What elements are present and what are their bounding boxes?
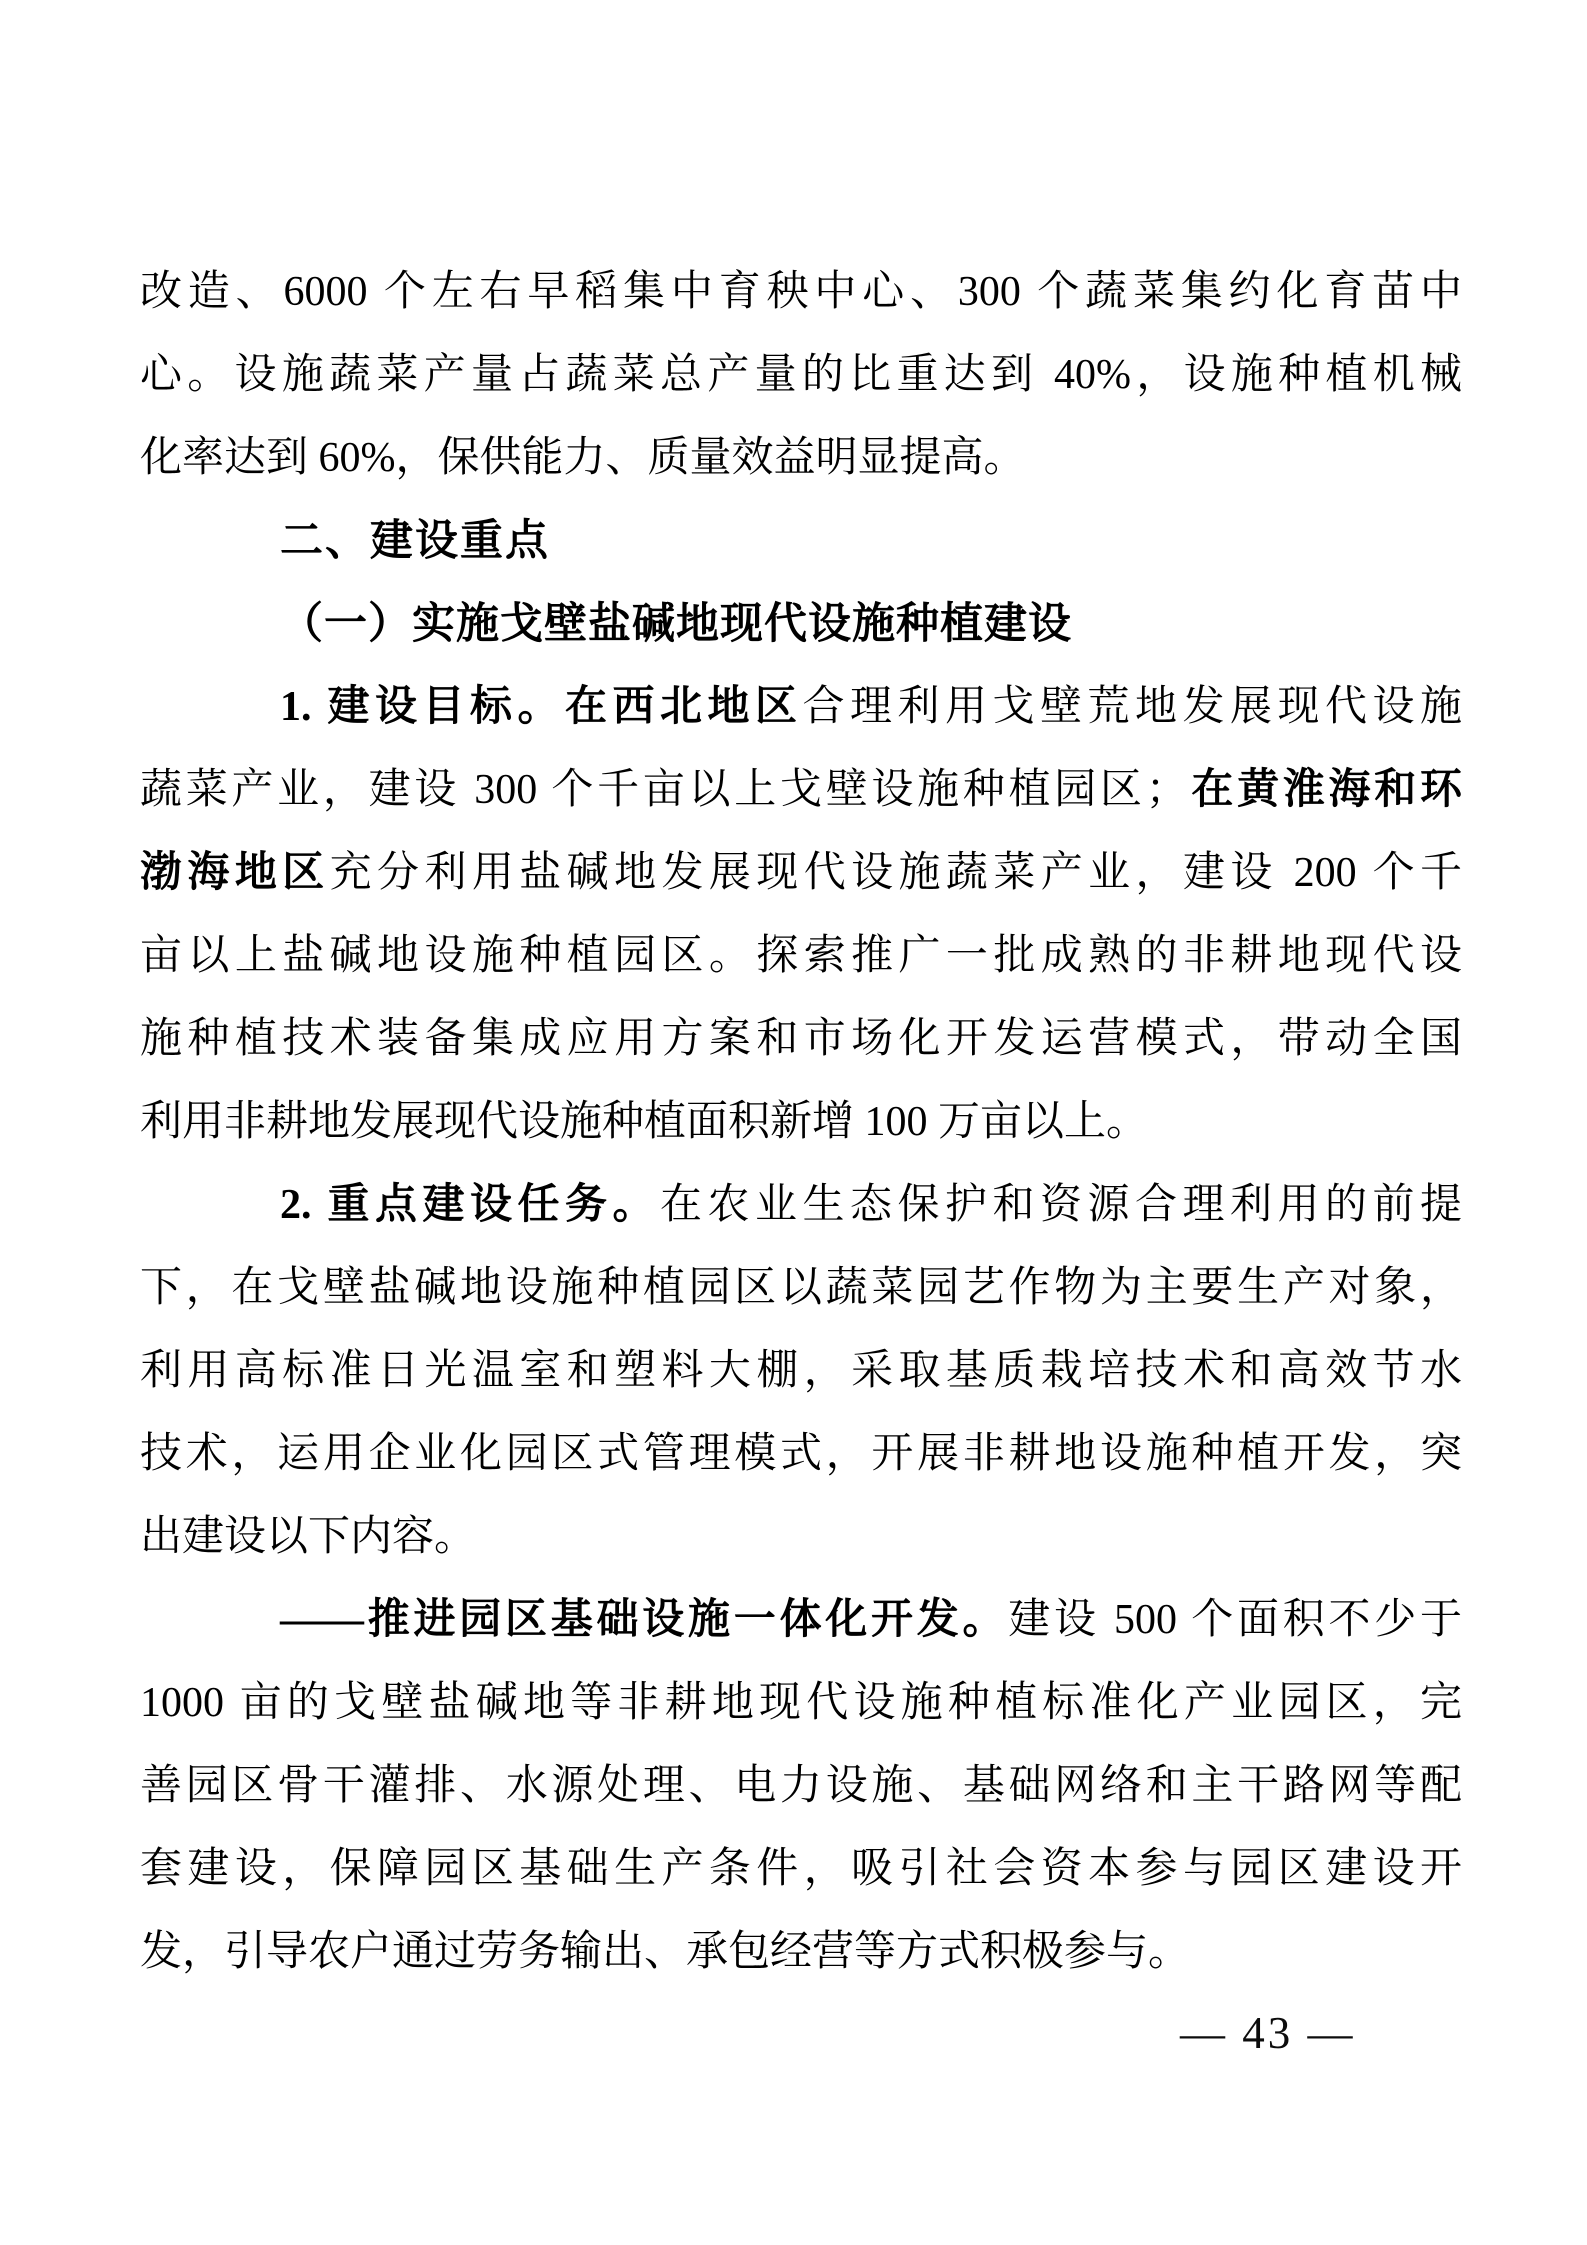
paragraph-infrastructure-line-2 — [140, 1662, 1462, 1745]
text-run: 化率达到 60%，保供能力、质量效益明显提高。 — [140, 435, 1026, 481]
text-run: 下，在戈壁盐碱地设施种植园区以蔬菜园艺作物为主要生产对象， — [140, 1265, 1462, 1311]
document-body — [140, 251, 1462, 1994]
text-run: 施种植技术装备集成应用方案和市场化开发运营模式，带动全国 — [140, 1016, 1462, 1062]
paragraph-goals-line-1 — [140, 666, 1462, 749]
bold-text-run: 1. 建设目标。在西北地区 — [280, 684, 803, 730]
text-run: 充分利用盐碱地发展现代设施蔬菜产业，建设 200 个千 — [329, 850, 1462, 896]
paragraph-infrastructure-line-1 — [140, 1579, 1462, 1662]
paragraph-key-tasks-line-2 — [140, 1247, 1462, 1330]
text-run: 在农业生态保护和资源合理利用的前提 — [660, 1182, 1462, 1228]
paragraph-overview-line-3 — [140, 417, 1462, 500]
bold-text-run: 渤海地区 — [140, 850, 330, 896]
text-run: 套建设，保障园区基础生产条件，吸引社会资本参与园区建设开 — [140, 1846, 1462, 1892]
bold-text-run: 在黄淮海和环 — [1187, 767, 1462, 813]
bold-text-run: （一）实施戈壁盐碱地现代设施种植建设 — [280, 601, 1072, 648]
bold-text-run: 2. 重点建设任务。 — [280, 1182, 660, 1228]
paragraph-goals-line-6 — [140, 1081, 1462, 1164]
text-run: 利用非耕地发展现代设施种植面积新增 100 万亩以上。 — [140, 1099, 1149, 1145]
paragraph-infrastructure-line-5 — [140, 1911, 1462, 1994]
text-run: 建设 500 个面积不少于 — [1008, 1597, 1462, 1643]
paragraph-overview-line-2 — [140, 334, 1462, 417]
text-run: 心。设施蔬菜产量占蔬菜总产量的比重达到 40%，设施种植机械 — [140, 352, 1462, 398]
text-run: 发，引导农户通过劳务输出、承包经营等方式积极参与。 — [140, 1929, 1191, 1975]
page-number: — 43 — — [1180, 2008, 1356, 2058]
paragraph-overview-line-1 — [140, 251, 1462, 334]
text-run: 利用高标准日光温室和塑料大棚，采取基质栽培技术和高效节水 — [140, 1348, 1462, 1394]
text-run: 技术，运用企业化园区式管理模式，开展非耕地设施种植开发，突 — [140, 1431, 1462, 1477]
paragraph-goals-line-3 — [140, 832, 1462, 915]
text-run: 改造、6000 个左右早稻集中育秧中心、300 个蔬菜集约化育苗中 — [140, 269, 1462, 315]
text-run: 善园区骨干灌排、水源处理、电力设施、基础网络和主干路网等配 — [140, 1763, 1462, 1809]
paragraph-goals-line-4 — [140, 915, 1462, 998]
text-run: 蔬菜产业，建设 300 个千亩以上戈壁设施种植园区； — [140, 767, 1188, 813]
text-run: 1000 亩的戈壁盐碱地等非耕地现代设施种植标准化产业园区，完 — [140, 1680, 1462, 1726]
heading-subsection-1-line-1 — [140, 583, 1462, 666]
paragraph-key-tasks-line-4 — [140, 1413, 1462, 1496]
paragraph-infrastructure-line-3 — [140, 1745, 1462, 1828]
text-run: 合理利用戈壁荒地发展现代设施 — [802, 684, 1462, 730]
paragraph-infrastructure-line-4 — [140, 1828, 1462, 1911]
heading-section-2-line-1 — [140, 500, 1462, 583]
text-run: 亩以上盐碱地设施种植园区。探索推广一批成熟的非耕地现代设 — [140, 933, 1462, 979]
paragraph-key-tasks-line-3 — [140, 1330, 1462, 1413]
paragraph-key-tasks-line-5 — [140, 1496, 1462, 1579]
paragraph-goals-line-5 — [140, 998, 1462, 1081]
paragraph-goals-line-2 — [140, 749, 1462, 832]
text-run: 出建设以下内容。 — [140, 1514, 477, 1560]
bold-text-run: 二、建设重点 — [280, 517, 550, 565]
bold-text-run: ——推进园区基础设施一体化开发。 — [280, 1597, 1009, 1643]
paragraph-key-tasks-line-1 — [140, 1164, 1462, 1247]
